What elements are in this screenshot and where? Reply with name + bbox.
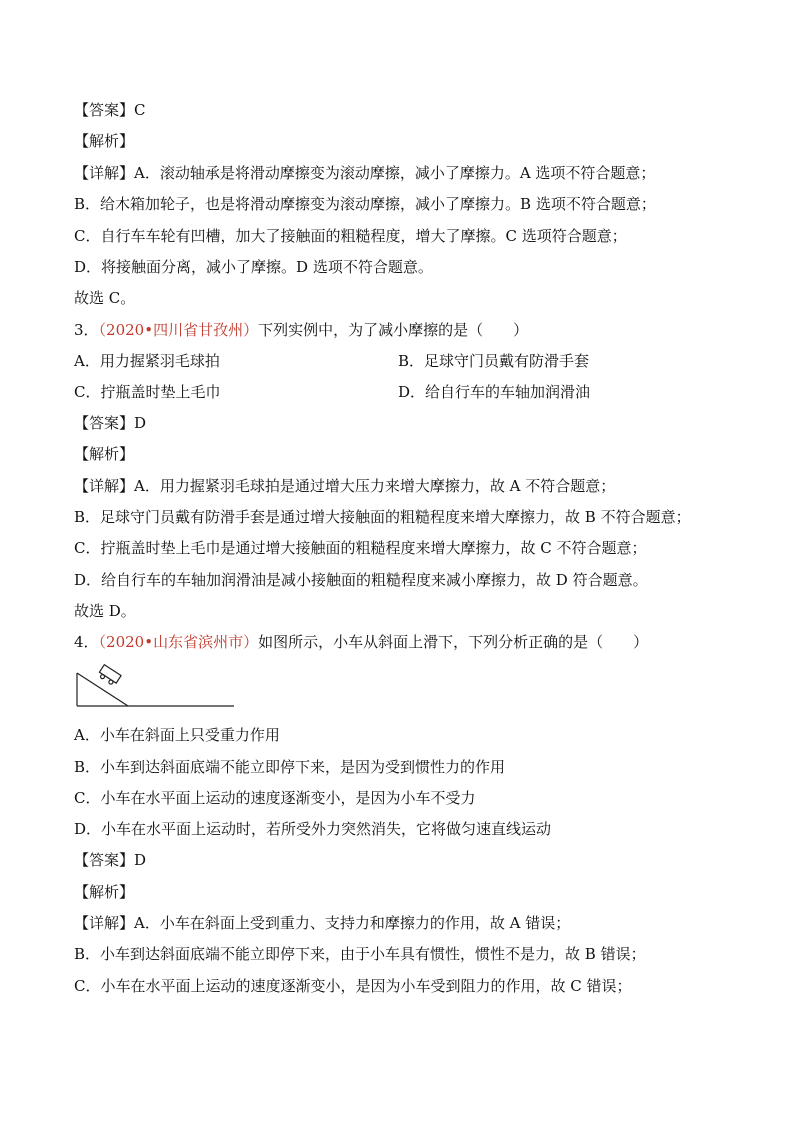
q3-option-c: C．拧瓶盖时垫上毛巾 <box>74 383 221 401</box>
q2-analysis-heading: 【解析】 <box>74 132 135 150</box>
q3-option-d: D．给自行车的车轴加润滑油 <box>398 383 591 401</box>
q4-analysis-heading: 【解析】 <box>74 883 135 901</box>
q3-detail-a: 【详解】A．用力握紧羽毛球拍是通过增大压力来增大摩擦力，故 A 不符合题意； <box>74 477 616 495</box>
incline-cart-figure <box>74 661 244 711</box>
q2-conclusion: 故选 C。 <box>74 289 136 307</box>
cart-wheel-front <box>108 679 114 685</box>
q3-stem-line <box>74 320 528 340</box>
q2-detail-c: C．自行车车轮有凹槽，加大了接触面的粗糙程度，增大了摩擦。C 选项符合题意； <box>74 227 627 245</box>
q4-stem-line <box>74 632 648 652</box>
q2-detail-a: 【详解】A．滚动轴承是将滑动摩擦变为滚动摩擦，减小了摩擦力。A 选项不符合题意； <box>74 164 656 182</box>
q4-detail-b: B．小车到达斜面底端不能立即停下来，由于小车具有惯性，惯性不是力，故 B 错误； <box>74 945 646 963</box>
q3-option-a: A．用力握紧羽毛球拍 <box>74 352 220 370</box>
q3-analysis-heading: 【解析】 <box>74 445 135 463</box>
q3-detail-d: D．给自行车的车轴加润滑油是减小接触面的粗糙程度来减小摩擦力，故 D 符合题意。 <box>74 571 648 589</box>
q3-option-b: B．足球守门员戴有防滑手套 <box>398 352 590 370</box>
q3-stem: 下列实例中，为了减小摩擦的是（ ） <box>258 321 529 339</box>
q3-detail-c: C．拧瓶盖时垫上毛巾是通过增大接触面的粗糙程度来增大摩擦力，故 C 不符合题意； <box>74 539 647 557</box>
q4-option-a: A．小车在斜面上只受重力作用 <box>74 726 280 744</box>
q4-option-d: D．小车在水平面上运动时，若所受外力突然消失，它将做匀速直线运动 <box>74 820 552 838</box>
q3-answer: 【答案】D <box>74 414 147 432</box>
q4-option-c: C．小车在水平面上运动的速度逐渐变小，是因为小车不受力 <box>74 789 476 807</box>
q4-option-b: B．小车到达斜面底端不能立即停下来，是因为受到惯性力的作用 <box>74 758 506 776</box>
q3-number: 3． <box>74 321 99 339</box>
q3-conclusion: 故选 D。 <box>74 602 136 620</box>
cart-wheel-rear <box>100 674 106 680</box>
q3-detail-b: B．足球守门员戴有防滑手套是通过增大接触面的粗糙程度来增大摩擦力，故 B 不符合题意； <box>74 508 691 526</box>
incline-slope <box>77 673 128 706</box>
q2-detail-d: D．将接触面分离，减小了摩擦。D 选项不符合题意。 <box>74 258 433 276</box>
q4-stem: 如图所示，小车从斜面上滑下，下列分析正确的是（ ） <box>258 633 649 651</box>
q3-source: （2020•四川省甘孜州） <box>98 321 259 339</box>
cart <box>97 665 121 687</box>
q4-detail-c: C．小车在水平面上运动的速度逐渐变小，是因为小车受到阻力的作用，故 C 错误； <box>74 977 632 995</box>
q4-number: 4． <box>74 633 99 651</box>
q2-answer: 【答案】C <box>74 101 146 119</box>
q4-detail-a: 【详解】A．小车在斜面上受到重力、支持力和摩擦力的作用，故 A 错误； <box>74 914 571 932</box>
q4-answer: 【答案】D <box>74 851 147 869</box>
q4-source: （2020•山东省滨州市） <box>98 633 259 651</box>
q2-detail-b: B．给木箱加轮子，也是将滑动摩擦变为滚动摩擦，减小了摩擦力。B 选项不符合题意； <box>74 195 656 213</box>
